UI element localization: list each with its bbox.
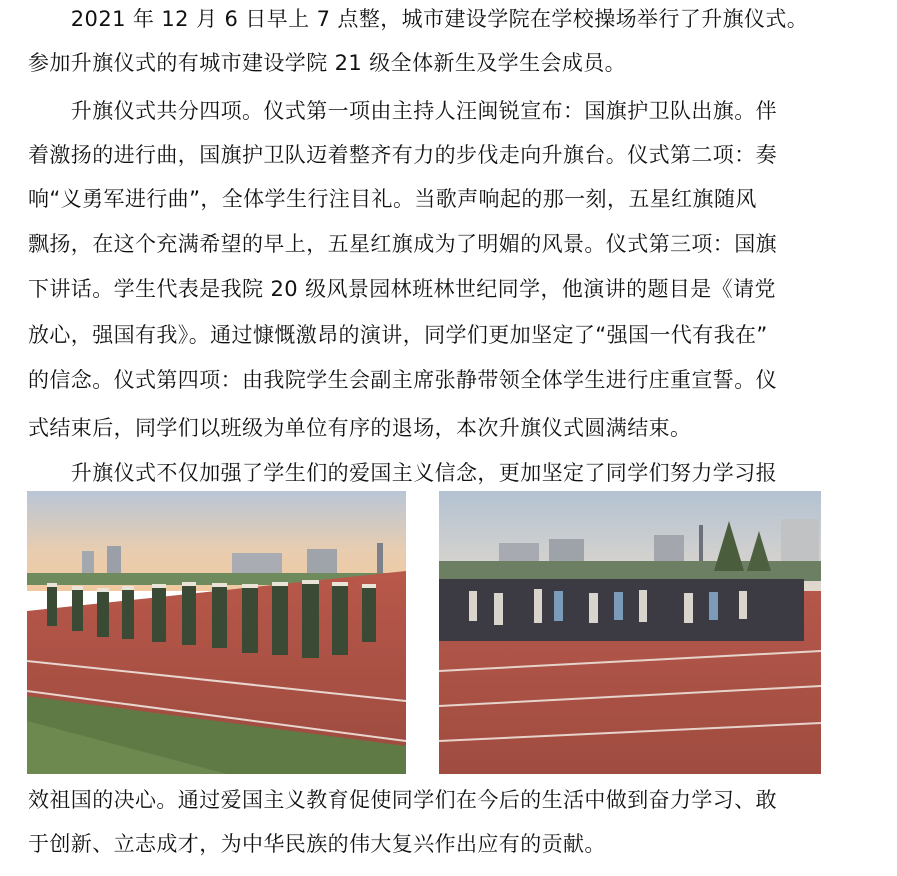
photo-students-assembly xyxy=(439,491,821,774)
text-line: 式结束后，同学们以班级为单位有序的退场，本次升旗仪式圆满结束。 xyxy=(28,416,692,440)
text-line: 于创新、立志成才，为中华民族的伟大复兴作出应有的贡献。 xyxy=(28,832,606,856)
text-line: 参加升旗仪式的有城市建设学院 21 级全体新生及学生会成员。 xyxy=(28,51,627,75)
photo-flag-guard-march xyxy=(27,491,406,774)
text-line: 放心，强国有我》。通过慷慨激昂的演讲，同学们更加坚定了“强国一代有我在” xyxy=(28,323,768,347)
text-line: 着激扬的进行曲，国旗护卫队迈着整齐有力的步伐走向升旗台。仪式第二项：奏 xyxy=(28,143,777,167)
text-line: 2021 年 12 月 6 日早上 7 点整，城市建设学院在学校操场举行了升旗仪式。 xyxy=(28,7,809,31)
text-line: 升旗仪式不仅加强了学生们的爱国主义信念，更加坚定了同学们努力学习报 xyxy=(28,461,777,485)
text-line: 的信念。仪式第四项：由我院学生会副主席张静带领全体学生进行庄重宣誓。仪 xyxy=(28,368,777,392)
text-line: 下讲话。学生代表是我院 20 级风景园林班林世纪同学，他演讲的题目是《请党 xyxy=(28,277,776,301)
text-line: 升旗仪式共分四项。仪式第一项由主持人汪闽锐宣布：国旗护卫队出旗。伴 xyxy=(28,99,777,123)
text-line: 效祖国的决心。通过爱国主义教育促使同学们在今后的生活中做到奋力学习、敢 xyxy=(28,788,777,812)
text-line: 飘扬，在这个充满希望的早上，五星红旗成为了明媚的风景。仪式第三项：国旗 xyxy=(28,232,777,256)
text-line: 响“义勇军进行曲”，全体学生行注目礼。当歌声响起的那一刻，五星红旗随风 xyxy=(28,187,757,211)
